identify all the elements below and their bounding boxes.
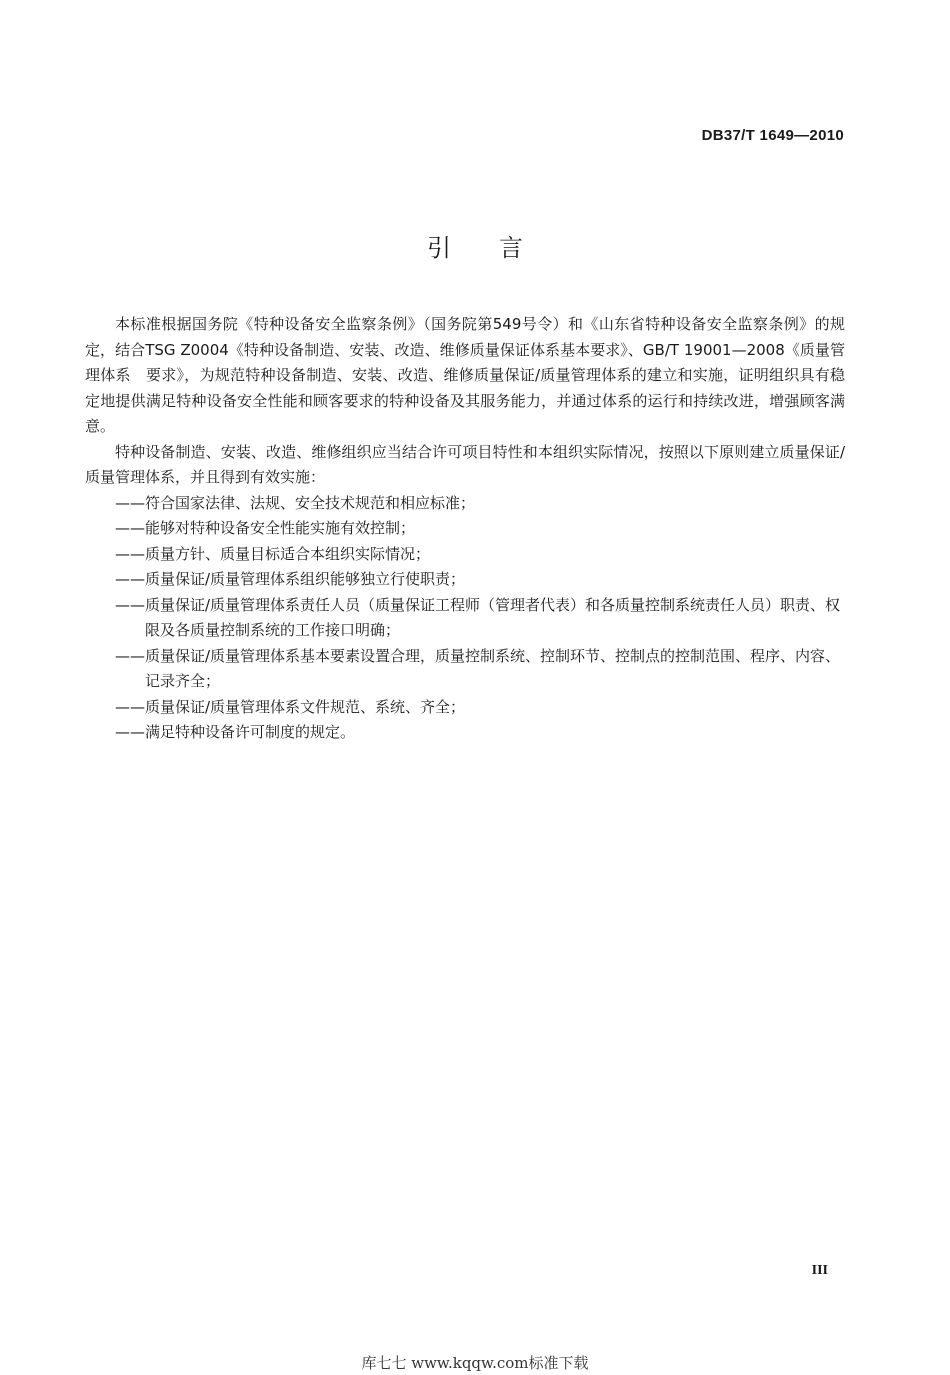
list-item: [85, 516, 845, 542]
list-item: [85, 695, 845, 721]
list-marker: ——: [115, 646, 145, 665]
list-item-text: 满足特种设备许可制度的规定。: [145, 723, 356, 741]
list-marker: ——: [115, 544, 145, 563]
list-item: [85, 593, 845, 644]
list-item: [85, 644, 845, 695]
list-item-text: 质量保证/质量管理体系基本要素设置合理，质量控制系统、控制环节、控制点的控制范围、程序、内容、记录齐全；: [145, 646, 841, 690]
page-number: III: [811, 1263, 828, 1278]
list-item-text: 质量方针、质量目标适合本组织实际情况；: [145, 544, 431, 563]
list-marker: ——: [115, 570, 145, 588]
list-item-text: 质量保证/质量管理体系组织能够独立行使职责；: [145, 570, 466, 588]
list-item: [85, 720, 845, 746]
list-marker: ——: [115, 697, 145, 716]
list-item: [85, 567, 845, 593]
document-body: [85, 312, 845, 746]
principle-list: [85, 491, 845, 746]
page-title: 引言: [427, 234, 571, 262]
list-item-text: 符合国家法律、法规、安全技术规范和相应标准；: [145, 493, 476, 512]
standard-code: DB37/T 1649—2010: [701, 127, 844, 144]
list-item-text: 能够对特种设备安全性能实施有效控制；: [145, 519, 416, 537]
footer-watermark: 库七七 www.kqqw.com标准下载: [361, 1354, 589, 1372]
list-marker: ——: [115, 493, 145, 512]
paragraph-principles: 特种设备制造、安装、改造、维修组织应当结合许可项目特性和本组织实际情况，按照以下原则建立质量保证/质量管理体系，并且得到有效实施：: [85, 442, 845, 486]
list-item: [85, 542, 845, 568]
list-marker: ——: [115, 595, 145, 614]
list-marker: ——: [115, 723, 145, 741]
list-item-text: 质量保证/质量管理体系责任人员（质量保证工程师（管理者代表）和各质量控制系统责任人员）职责、权限及各质量控制系统的工作接口明确；: [145, 595, 841, 639]
paragraph-intro: 本标准根据国务院《特种设备安全监察条例》（国务院第549号令）和《山东省特种设备安全监察条例》的规定，结合TSG Z0004《特种设备制造、安装、改造、维修质量保证体系基本要求》、GB/T 19001—2008《质量管理体系 要求》，为规范特种设备制造、安装、改造、维修质量保证/质量管理体系的建立和实施，证明组织具有稳定地提供满足特种设备安全性能和顾客要求的特种设备及其服务能力，并通过体系的运行和持续改进，增强顾客满意。: [85, 315, 845, 435]
list-marker: ——: [115, 519, 145, 537]
list-item-text: 质量保证/质量管理体系文件规范、系统、齐全；: [145, 697, 466, 716]
list-item: [85, 491, 845, 517]
